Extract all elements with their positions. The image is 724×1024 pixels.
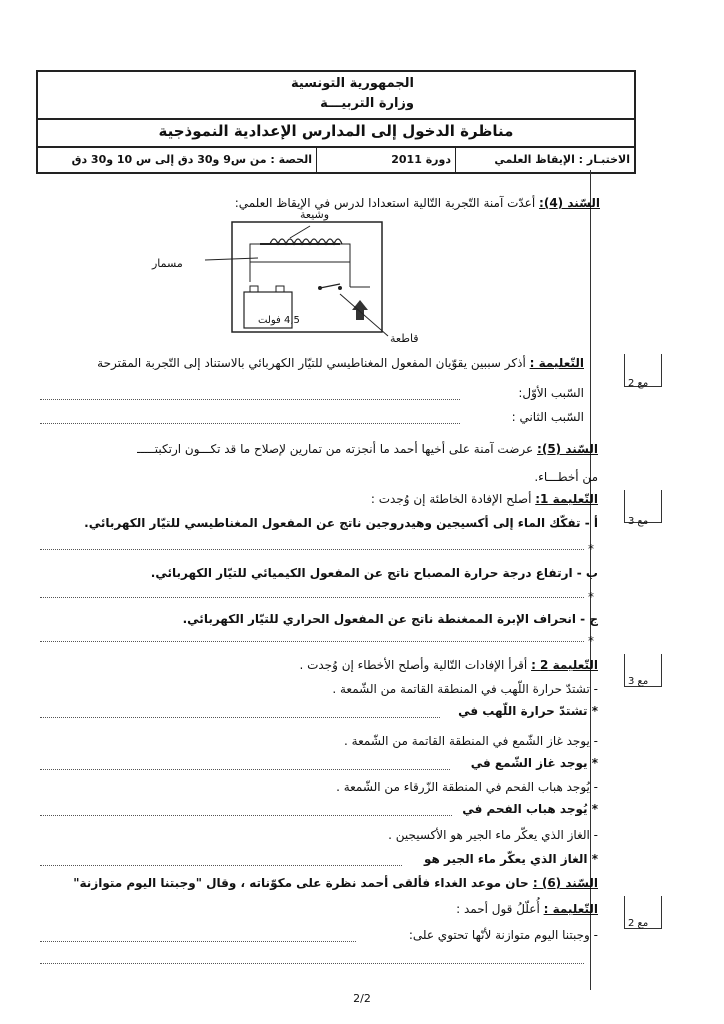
star-mark: * bbox=[588, 590, 594, 604]
task2-a2: * يوجد غاز الشّمع في bbox=[470, 756, 598, 770]
republic-label: الجمهورية التونسية bbox=[290, 76, 414, 91]
reason2-label: السّبب الثاني : bbox=[511, 410, 584, 424]
header-box bbox=[36, 70, 636, 174]
task2-body: أقرأ الإفادات التّالية وأصلح الأخطاء إن وُجدت . bbox=[299, 658, 528, 672]
answer-line[interactable] bbox=[40, 962, 584, 964]
task1-item-a: أ - تفكّك الماء إلى أكسيجين وهيدروجين ناتج عن المفعول المغناطيسي للتيّار الكهربائي. bbox=[84, 516, 598, 530]
task2-text bbox=[299, 656, 598, 674]
nail-label: مسمار bbox=[152, 257, 183, 270]
answer-line[interactable] bbox=[40, 716, 440, 718]
star-mark: * bbox=[588, 634, 594, 648]
info-row bbox=[38, 148, 634, 172]
task1-item-c: ج - انحراف الإبرة الممغنطة ناتج عن المفعول الحراري للتيّار الكهربائي. bbox=[182, 612, 598, 626]
task3-body: أُعلّلُ قول أحمد : bbox=[456, 902, 540, 916]
answer-line[interactable] bbox=[40, 398, 460, 400]
star-mark: * bbox=[588, 542, 594, 556]
task3-line: - وجبتنا اليوم متوازنة لأنّها تحتوي على: bbox=[408, 928, 598, 942]
answer-line[interactable] bbox=[40, 768, 450, 770]
grade-label: مع 3 bbox=[628, 516, 649, 527]
sanad6-body: حان موعد الغداء فألقى أحمد نظرة على مكوّناته ، وقال "وجبتنا اليوم متوازنة" bbox=[73, 876, 529, 890]
task-a-text bbox=[24, 354, 584, 372]
task1-title: التّعليمة 1: bbox=[535, 492, 598, 506]
task3-title: التّعليمة : bbox=[543, 902, 598, 916]
grade-label: مع 2 bbox=[628, 918, 649, 929]
grade-label: مع 2 bbox=[628, 378, 649, 389]
sanad4-title: السّند (4): bbox=[539, 196, 600, 210]
grade-label: مع 3 bbox=[628, 676, 649, 687]
task2-q2: - يوجد غاز الشّمع في المنطقة القاتمة من الشّمعة . bbox=[344, 734, 598, 748]
reason1-label: السّبب الأوّل: bbox=[518, 386, 584, 400]
battery-label: 4,5 فولت bbox=[258, 315, 300, 326]
switch-icon bbox=[318, 284, 342, 290]
task1-item-b: ب - ارتفاع درجة حرارة المصباح ناتج عن المفعول الكيميائي للتيّار الكهربائي. bbox=[150, 566, 598, 580]
task1-body: أصلح الإفادة الخاطئة إن وُجدت : bbox=[370, 492, 532, 506]
answer-line[interactable] bbox=[40, 814, 452, 816]
answer-line[interactable] bbox=[40, 422, 460, 424]
task2-a3: * يُوجد هباب الفحم في bbox=[462, 802, 598, 816]
task2-a4: * الغاز الذي يعكّر ماء الجير هو bbox=[424, 852, 598, 866]
answer-line[interactable] bbox=[40, 640, 584, 642]
task1-text bbox=[371, 490, 598, 508]
answer-line[interactable] bbox=[40, 548, 584, 550]
contest-title: مناظرة الدخول إلى المدارس الإعدادية النموذجية bbox=[158, 122, 514, 140]
answer-line[interactable] bbox=[40, 596, 584, 598]
answer-line[interactable] bbox=[40, 864, 402, 866]
task-a-body: أذكر سببين يقوّيان المفعول المغناطيسي للتيّار الكهربائي بالاستناد إلى التّجربة المقترحة bbox=[97, 356, 526, 370]
sanad5-text bbox=[38, 440, 598, 458]
sanad5-text2: من أخطـــاء. bbox=[534, 470, 598, 484]
sanad5-body: عرضت آمنة على أخيها أحمد ما أنجزته من تمارين لإصلاح ما قد تكـــون ارتكبتـــــ bbox=[137, 442, 534, 456]
answer-line[interactable] bbox=[40, 940, 356, 942]
coil-label: وشيعة bbox=[300, 208, 330, 221]
task-a-title: التّعليمة : bbox=[529, 356, 584, 370]
switch-label: قاطعة bbox=[390, 332, 419, 345]
sanad5-title: السّند (5): bbox=[537, 442, 598, 456]
page-number: 2/2 bbox=[353, 992, 371, 1005]
task2-q4: - الغاز الذي يعكّر ماء الجير هو الأكسيجين . bbox=[388, 828, 598, 842]
task2-a1: * تشتدّ حرارة اللّهب في bbox=[458, 704, 598, 718]
sanad4-body: أعدّت آمنة التّجربة التّالية استعدادا لدرس في الإيقاظ العلمي: bbox=[234, 196, 536, 210]
sanad6-text bbox=[38, 874, 598, 892]
sanad6-title: السّند (6) : bbox=[532, 876, 598, 890]
task2-q3: - يُوجد هباب الفحم في المنطقة الزّرقاء من الشّمعة . bbox=[336, 780, 598, 794]
exam-session: دورة 2011 bbox=[316, 148, 456, 172]
exam-time: الحصة : من س9 و30 دق إلى س 10 و30 دق bbox=[38, 148, 317, 172]
task2-title: التّعليمة 2 : bbox=[531, 658, 598, 672]
exam-subject: الاختبـار : الإيقاظ العلمي bbox=[494, 153, 630, 166]
ministry-label: وزارة التربيـــة bbox=[320, 96, 414, 111]
task2-q1: - تشتدّ حرارة اللّهب في المنطقة القاتمة من الشّمعة . bbox=[332, 682, 598, 696]
task3-text bbox=[456, 900, 598, 918]
